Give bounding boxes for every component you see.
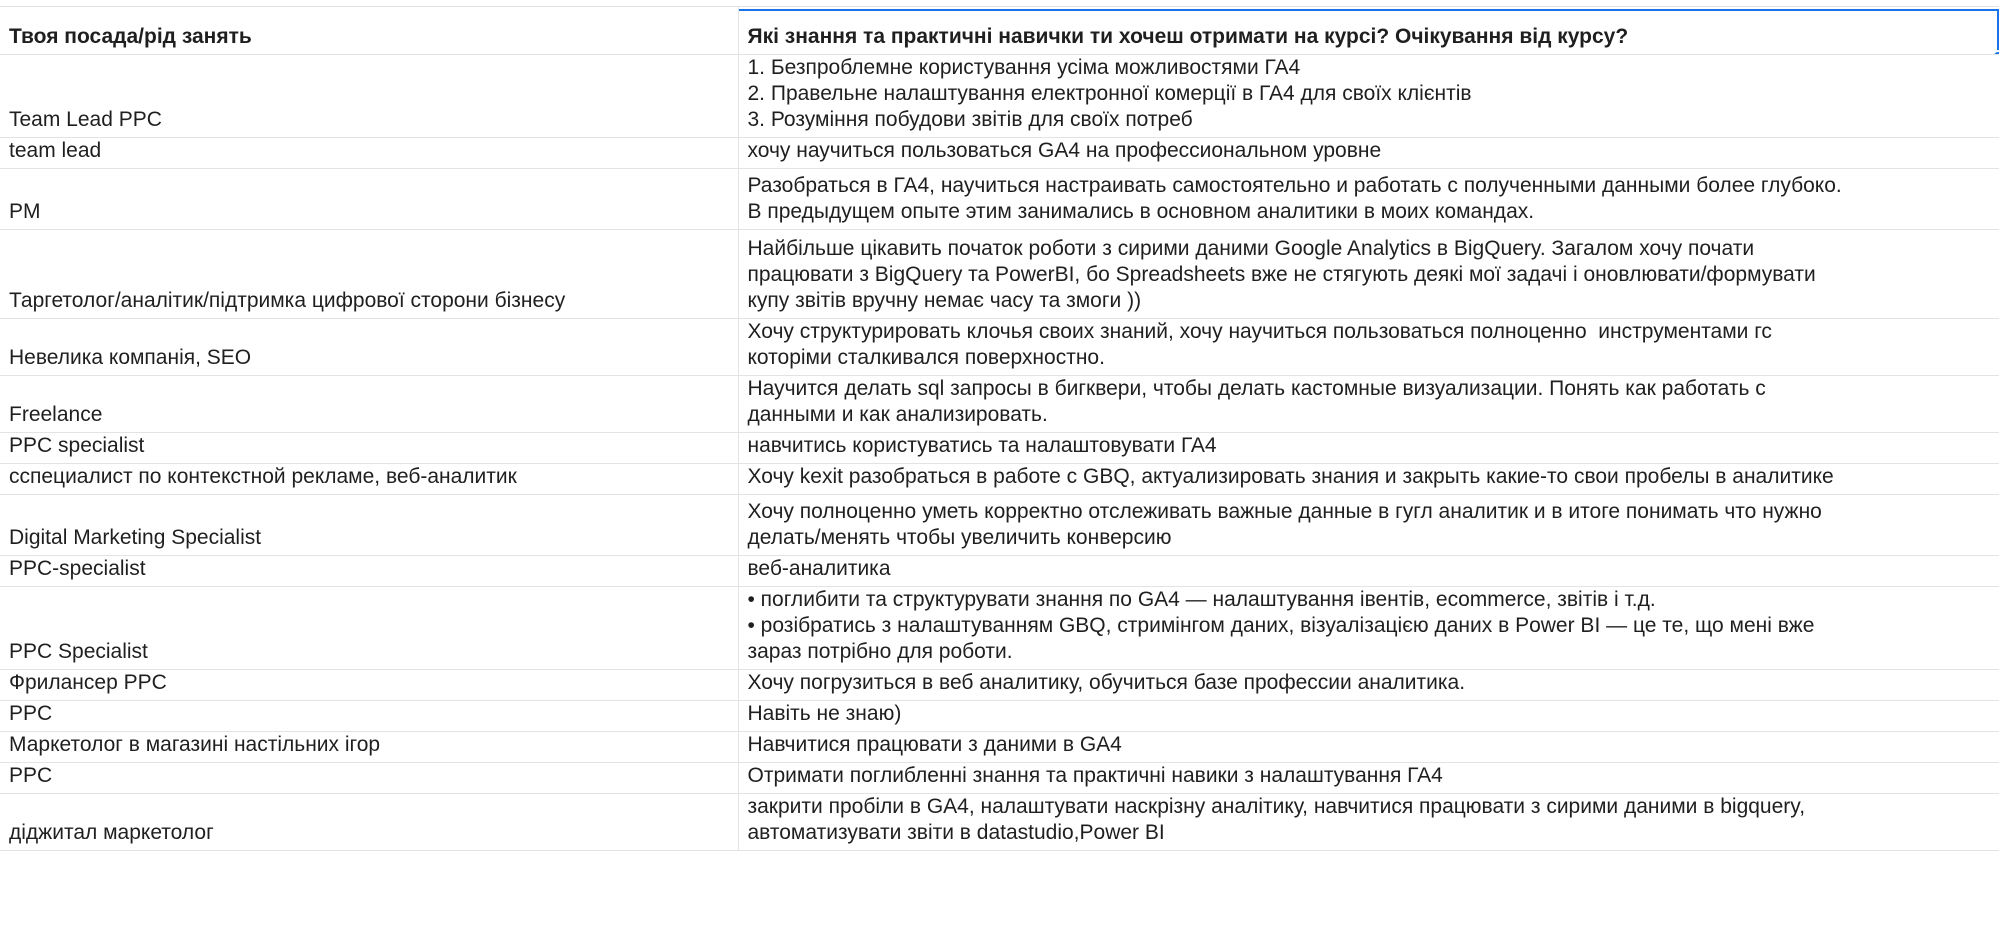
cell-role[interactable]: сспециалист по контекстной рекламе, веб-аналитик (0, 464, 738, 495)
cell-expectations[interactable]: Навчитися працювати з даними в GA4 (738, 732, 1999, 763)
cell-role[interactable]: Таргетолог/аналітик/підтримка цифрової сторони бізнесу (0, 230, 738, 319)
table-row (0, 433, 1999, 464)
header-row (0, 6, 1999, 55)
cell-expectations[interactable]: веб-аналитика (738, 556, 1999, 587)
header-cell-expectations-text: Які знання та практичні навички ти хочеш отримати на курсі? Очікування від курсу? (747, 25, 1629, 48)
cell-expectations[interactable]: Навіть не знаю) (738, 701, 1999, 732)
cell-expectations[interactable]: навчитись користуватись та налаштовувати ГА4 (738, 433, 1999, 464)
cell-role[interactable]: Digital Marketing Specialist (0, 495, 738, 556)
cell-role[interactable]: PPC-specialist (0, 556, 738, 587)
cell-expectations[interactable]: Научится делать sql запросы в бигквери, чтобы делать кастомные визуализации. Понять как работать с данными и как анализировать. (738, 376, 1999, 433)
cell-expectations[interactable]: хочу научиться пользоваться GA4 на профессиональном уровне (738, 138, 1999, 169)
header-cell-expectations[interactable] (738, 6, 1999, 55)
table-row (0, 230, 1999, 319)
cell-role[interactable]: PPC (0, 763, 738, 794)
cell-role[interactable]: діджитал маркетолог (0, 794, 738, 851)
cell-expectations[interactable]: • поглибити та структурувати знання по GA4 — налаштування івентів, ecommerce, звітів і т.д. • розібратись з налаштуванням GBQ, стримінгом даних, візуалізацією даних в Power BI — це те, що мені вже зараз потрібно для роботи. (738, 587, 1999, 670)
cell-expectations[interactable]: Найбільше цікавить початок роботи з сирими даними Google Analytics в BigQuery. Загалом хочу почати працювати з BigQuery та PowerBI, бо Spreadsheets вже не стягують деякі мої задачі і оновлювати/формувати купу звітів вручну немає часу та змоги )) (738, 230, 1999, 319)
table-row (0, 376, 1999, 433)
cell-role[interactable]: PM (0, 169, 738, 230)
cell-expectations[interactable]: 1. Безпроблемне користування усіма можливостями ГА4 2. Правельне налаштування електронної комерції в ГА4 для своїх клієнтів 3. Розуміння побудови звітів для своїх потреб (738, 55, 1999, 138)
table-row (0, 495, 1999, 556)
cell-expectations[interactable]: Хочу погрузиться в веб аналитику, обучиться базе профессии аналитика. (738, 670, 1999, 701)
cell-expectations[interactable]: Отримати поглибленні знання та практичні навики з налаштування ГА4 (738, 763, 1999, 794)
table-row (0, 169, 1999, 230)
cell-role[interactable]: team lead (0, 138, 738, 169)
fill-handle[interactable] (1992, 50, 1999, 55)
cell-role[interactable]: Фрилансер PPC (0, 670, 738, 701)
cell-role[interactable]: Маркетолог в магазині настільних ігор (0, 732, 738, 763)
cell-role[interactable]: PPC specialist (0, 433, 738, 464)
table-row (0, 138, 1999, 169)
cell-expectations[interactable]: закрити пробіли в GA4, налаштувати наскрізну аналітику, навчитися працювати з сирими даними в bigquery, автоматизувати звіти в datastudio,Power BI (738, 794, 1999, 851)
header-cell-role[interactable]: Твоя посада/рід занять (0, 6, 738, 55)
cell-expectations[interactable]: Разобраться в ГА4, научиться настраивать самостоятельно и работать с полученными данными более глубоко. В предыдущем опыте этим занимались в основном аналитики в моих командах. (738, 169, 1999, 230)
cell-role[interactable]: Невелика компанія, SEO (0, 319, 738, 376)
data-table (0, 6, 1999, 851)
table-row (0, 701, 1999, 732)
cell-role[interactable]: Team Lead PPC (0, 55, 738, 138)
cell-role[interactable]: PPC (0, 701, 738, 732)
table-row (0, 319, 1999, 376)
table-row (0, 55, 1999, 138)
table-row (0, 556, 1999, 587)
table-row (0, 464, 1999, 495)
table-row (0, 587, 1999, 670)
table-row (0, 670, 1999, 701)
cell-expectations[interactable]: Хочу kexit разобраться в работе с GBQ, актуализировать знания и закрыть какие-то свои пробелы в аналитике (738, 464, 1999, 495)
cell-expectations[interactable]: Хочу структурировать клочья своих знаний, хочу научиться пользоваться полноценно инструментами гс которіми сталкивался поверхностно. (738, 319, 1999, 376)
table-row (0, 794, 1999, 851)
cell-role[interactable]: PPC Specialist (0, 587, 738, 670)
table-row (0, 763, 1999, 794)
cell-expectations[interactable]: Хочу полноценно уметь корректно отслеживать важные данные в гугл аналитик и в итоге понимать что нужно делать/менять чтобы увеличить конверсию (738, 495, 1999, 556)
cell-role[interactable]: Freelance (0, 376, 738, 433)
table-row (0, 732, 1999, 763)
